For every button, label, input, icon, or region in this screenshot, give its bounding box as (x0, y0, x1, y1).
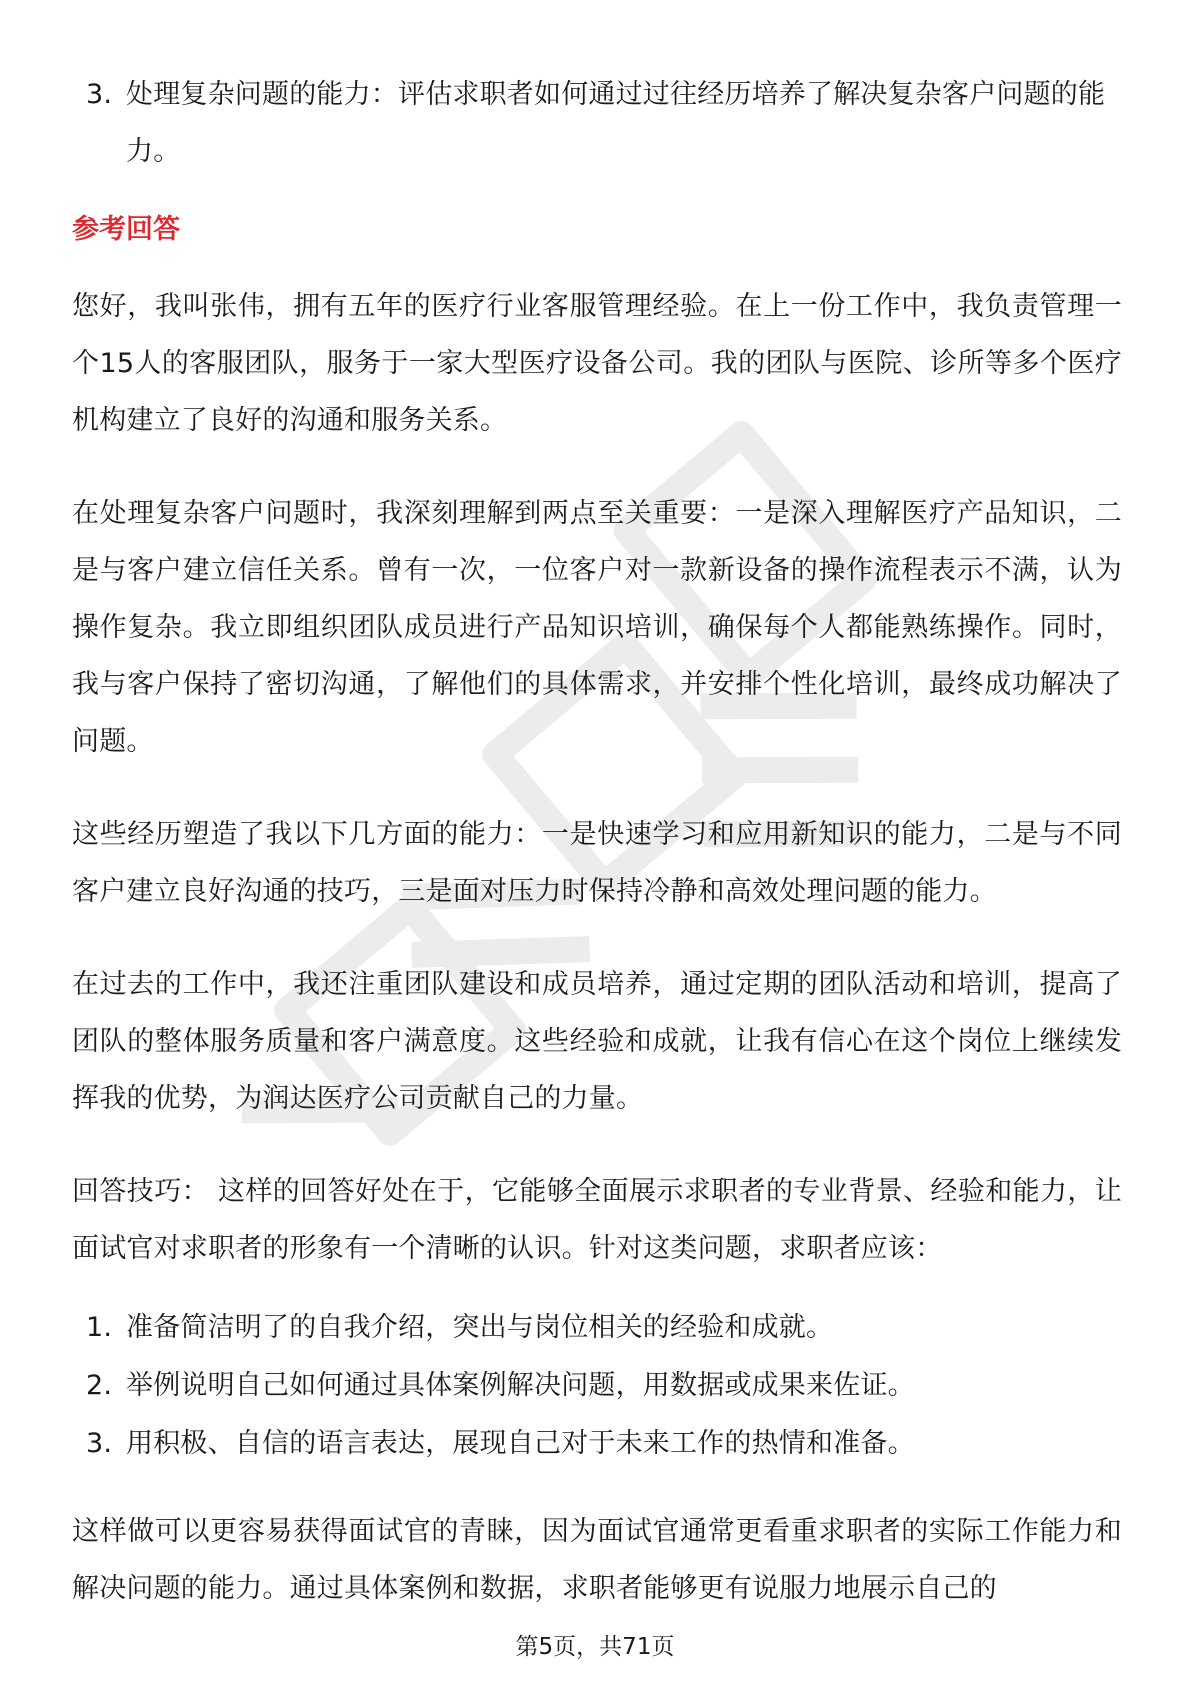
page-number-footer: 第5页，共71页 (515, 1634, 675, 1660)
list-item-text: 准备简洁明了的自我介绍，突出与岗位相关的经验和成就。 (126, 1312, 834, 1343)
list-item-text: 处理复杂问题的能力：评估求职者如何通过过往经历培养了解决复杂客户问题的能力。 (126, 79, 1106, 167)
top-ordered-list (72, 66, 1122, 180)
document-content (72, 66, 1122, 1653)
tips-ordered-list (72, 1299, 1122, 1473)
paragraph-intro: 您好，我叫张伟，拥有五年的医疗行业客服管理经验。在上一份工作中，我负责管理一个15人的客服团队，服务于一家大型医疗设备公司。我的团队与医院、诊所等多个医疗机构建立了良好的沟通和服务关系。 (72, 291, 1122, 436)
list-item-number: 1. (86, 1312, 113, 1343)
list-item (72, 66, 1122, 180)
section-heading: 参考回答 (72, 214, 180, 245)
list-item-number: 3. (86, 1428, 113, 1459)
list-item-text: 用积极、自信的语言表达，展现自己对于未来工作的热情和准备。 (126, 1428, 915, 1459)
paragraph-complex-problem: 在处理复杂客户问题时，我深刻理解到两点至关重要：一是深入理解医疗产品知识，二是与客户建立信任关系。曾有一次，一位客户对一款新设备的操作流程表示不满，认为操作复杂。我立即组织团队成员进行产品知识培训，确保每个人都能熟练操作。同时，我与客户保持了密切沟通，了解他们的具体需求，并安排个性化培训，最终成功解决了问题。 (72, 498, 1122, 757)
paragraph-abilities: 这些经历塑造了我以下几方面的能力：一是快速学习和应用新知识的能力，二是与不同客户建立良好沟通的技巧，三是面对压力时保持冷静和高效处理问题的能力。 (72, 819, 1122, 907)
list-item (72, 1299, 1122, 1357)
list-item-number: 3. (86, 79, 113, 110)
list-item (72, 1415, 1122, 1473)
paragraph-team-building: 在过去的工作中，我还注重团队建设和成员培养，通过定期的团队活动和培训，提高了团队的整体服务质量和客户满意度。这些经验和成就，让我有信心在这个岗位上继续发挥我的优势，为润达医疗公司贡献自己的力量。 (72, 969, 1122, 1114)
paragraph-closing: 这样做可以更容易获得面试官的青睐，因为面试官通常更看重求职者的实际工作能力和解决问题的能力。通过具体案例和数据，求职者能够更有说服力地展示自己的 (72, 1516, 1122, 1604)
list-item (72, 1357, 1122, 1415)
paragraph-answer-tips: 回答技巧： 这样的回答好处在于，它能够全面展示求职者的专业背景、经验和能力，让面试官对求职者的形象有一个清晰的认识。针对这类问题，求职者应该： (72, 1176, 1122, 1264)
list-item-number: 2. (86, 1370, 113, 1401)
list-item-text: 举例说明自己如何通过具体案例解决问题，用数据或成果来佐证。 (126, 1370, 915, 1401)
